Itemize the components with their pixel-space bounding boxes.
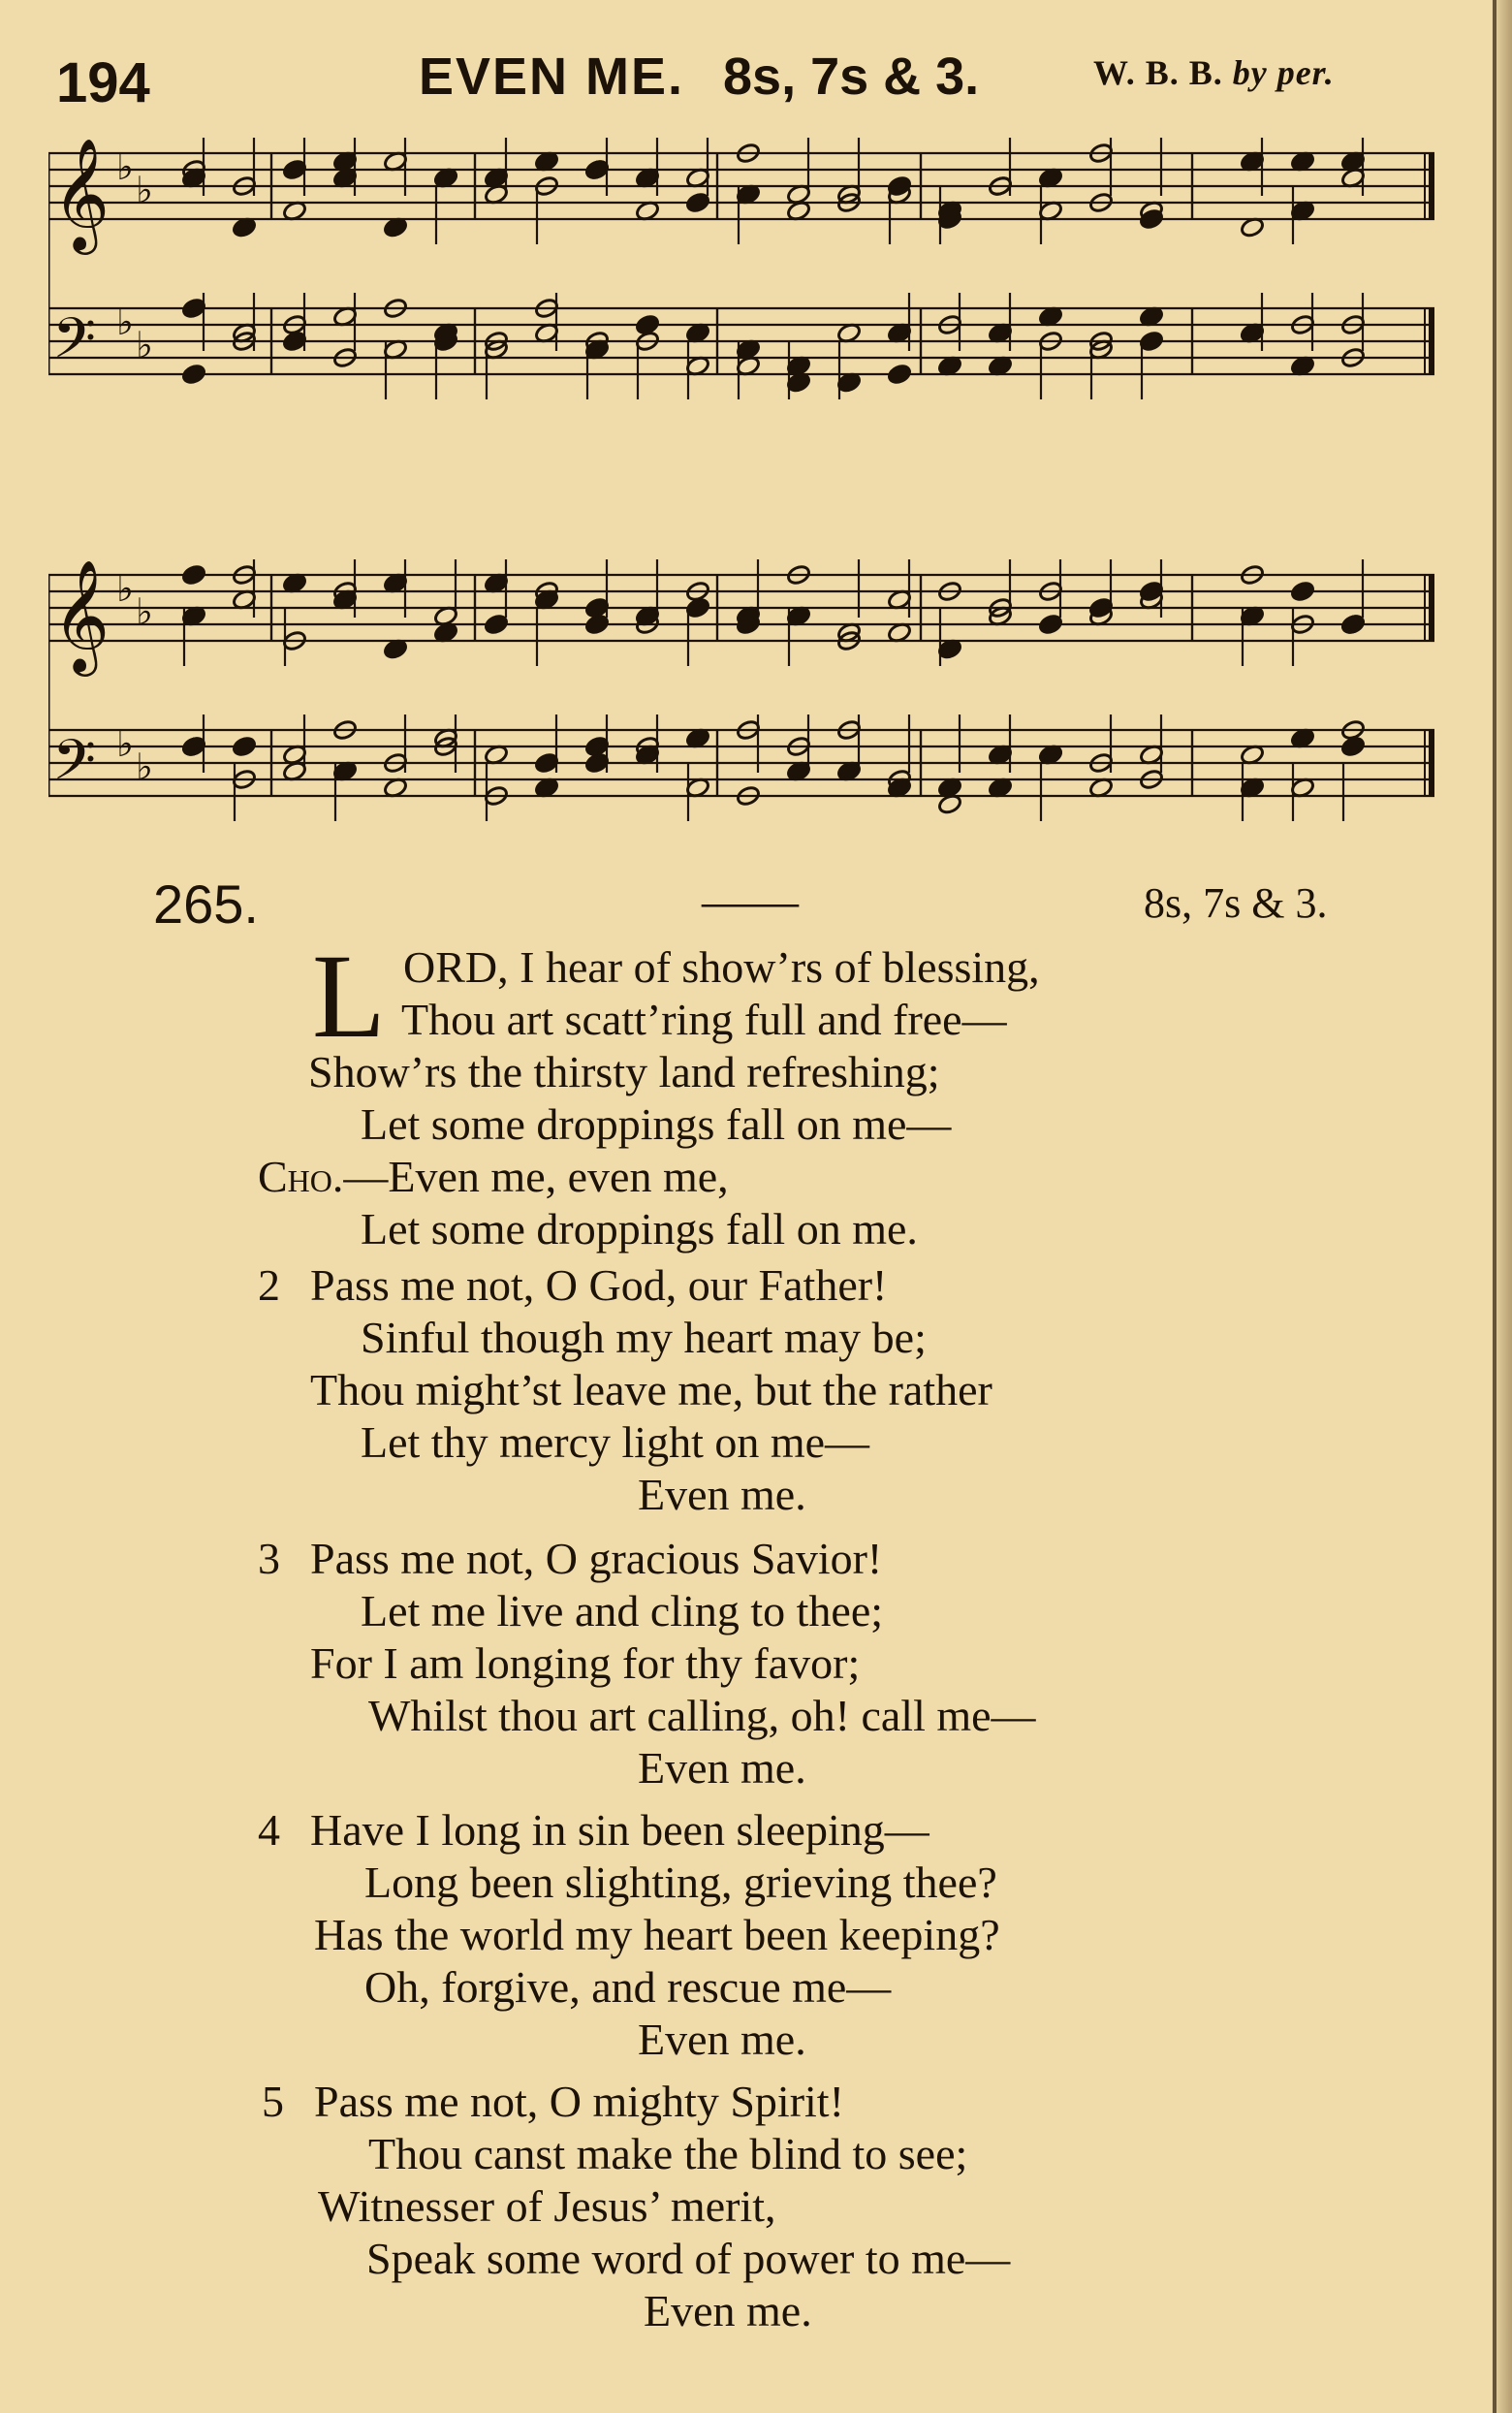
chorus-line1 — [258, 1152, 729, 1202]
verse1-line3: Show’rs the thirsty land refreshing; — [308, 1047, 940, 1096]
hymn-number: 265. — [153, 873, 259, 935]
tune-title: EVEN ME. — [419, 48, 685, 106]
drop-cap: L — [312, 930, 386, 1063]
verse4-number: 4 — [258, 1805, 280, 1855]
treble-clef: 𝄞 — [52, 558, 110, 672]
verse3-line3: For I am longing for thy favor; — [310, 1638, 861, 1688]
verse3-number: 3 — [258, 1534, 280, 1583]
flat-sign: ♭ — [116, 301, 134, 344]
flat-sign: ♭ — [116, 722, 134, 766]
verse1-line4: Let some droppings fall on me— — [361, 1099, 952, 1149]
note-head — [181, 564, 206, 587]
hymn-header — [0, 869, 1493, 937]
verse5-line3: Witnesser of Jesus’ merit, — [318, 2181, 776, 2231]
flat-sign: ♭ — [136, 169, 153, 211]
verse5-number: 5 — [262, 2077, 284, 2126]
final-barline — [1429, 730, 1434, 796]
tune-credit — [1093, 52, 1335, 93]
final-barline — [1429, 153, 1434, 219]
treble-clef: 𝄞 — [52, 137, 110, 250]
bass-clef: 𝄢 — [52, 727, 97, 807]
chorus-text: —Even me, even me, — [343, 1152, 729, 1201]
tune-meter: 8s, 7s & 3. — [723, 48, 980, 106]
flat-sign: ♭ — [116, 145, 134, 189]
flat-sign: ♭ — [116, 567, 134, 611]
page-edge-shadow — [1491, 0, 1512, 2413]
flat-sign: ♭ — [136, 746, 153, 788]
verse2-line4: Let thy mercy light on me— — [361, 1417, 870, 1467]
verse2-refrain: Even me. — [638, 1470, 806, 1519]
chorus-line2: Let some droppings fall on me. — [361, 1204, 918, 1254]
verse2-line1: Pass me not, O God, our Father! — [310, 1260, 888, 1310]
verse2-number: 2 — [258, 1260, 280, 1310]
verse5-line2: Thou canst make the blind to see; — [368, 2129, 968, 2178]
verse5-line4: Speak some word of power to me— — [366, 2234, 1011, 2283]
verse1-line2: Thou art scatt’ring full and free— — [401, 995, 1007, 1044]
verse3-line4: Whilst thou art calling, oh! call me— — [368, 1691, 1036, 1740]
note-head — [232, 736, 257, 758]
verse4-line1: Have I long in sin been sleeping— — [310, 1805, 929, 1855]
note-head — [181, 364, 206, 386]
music-score — [48, 114, 1444, 871]
note-head — [1290, 581, 1315, 603]
final-barline — [1429, 575, 1434, 641]
note-head — [887, 364, 912, 386]
credit-initials: W. B. B. — [1093, 53, 1223, 92]
flat-sign: ♭ — [136, 590, 153, 633]
verse4-line4: Oh, forgive, and rescue me— — [364, 1962, 892, 2012]
verse2-line2: Sinful though my heart may be; — [361, 1313, 927, 1362]
page-number: 194 — [56, 51, 150, 114]
chorus-label: Cho. — [258, 1152, 344, 1201]
note-head — [1340, 736, 1366, 758]
verse3-line2: Let me live and cling to thee; — [361, 1586, 884, 1635]
verse2-line3: Thou might’st leave me, but the rather — [310, 1365, 992, 1414]
verse5-refrain: Even me. — [644, 2286, 812, 2335]
hymn-meter: 8s, 7s & 3. — [1144, 879, 1328, 927]
verse3-line1: Pass me not, O gracious Savior! — [310, 1534, 883, 1583]
page-header — [0, 39, 1493, 116]
verse4-line3: Has the world my heart been keeping? — [314, 1910, 1000, 1959]
bass-clef: 𝄢 — [52, 305, 97, 385]
verse4-refrain: Even me. — [638, 2015, 806, 2064]
hymn-dash: —— — [702, 873, 799, 928]
verse5-line1: Pass me not, O mighty Spirit! — [314, 2077, 844, 2126]
verse3-refrain: Even me. — [638, 1743, 806, 1793]
flat-sign: ♭ — [136, 324, 153, 366]
verse4-line2: Long been slighting, grieving thee? — [364, 1857, 997, 1907]
final-barline — [1429, 308, 1434, 374]
credit-permission: by per. — [1232, 53, 1335, 92]
verse1-line1: ORD, I hear of show’rs of blessing, — [403, 942, 1040, 992]
note-head — [635, 314, 660, 336]
